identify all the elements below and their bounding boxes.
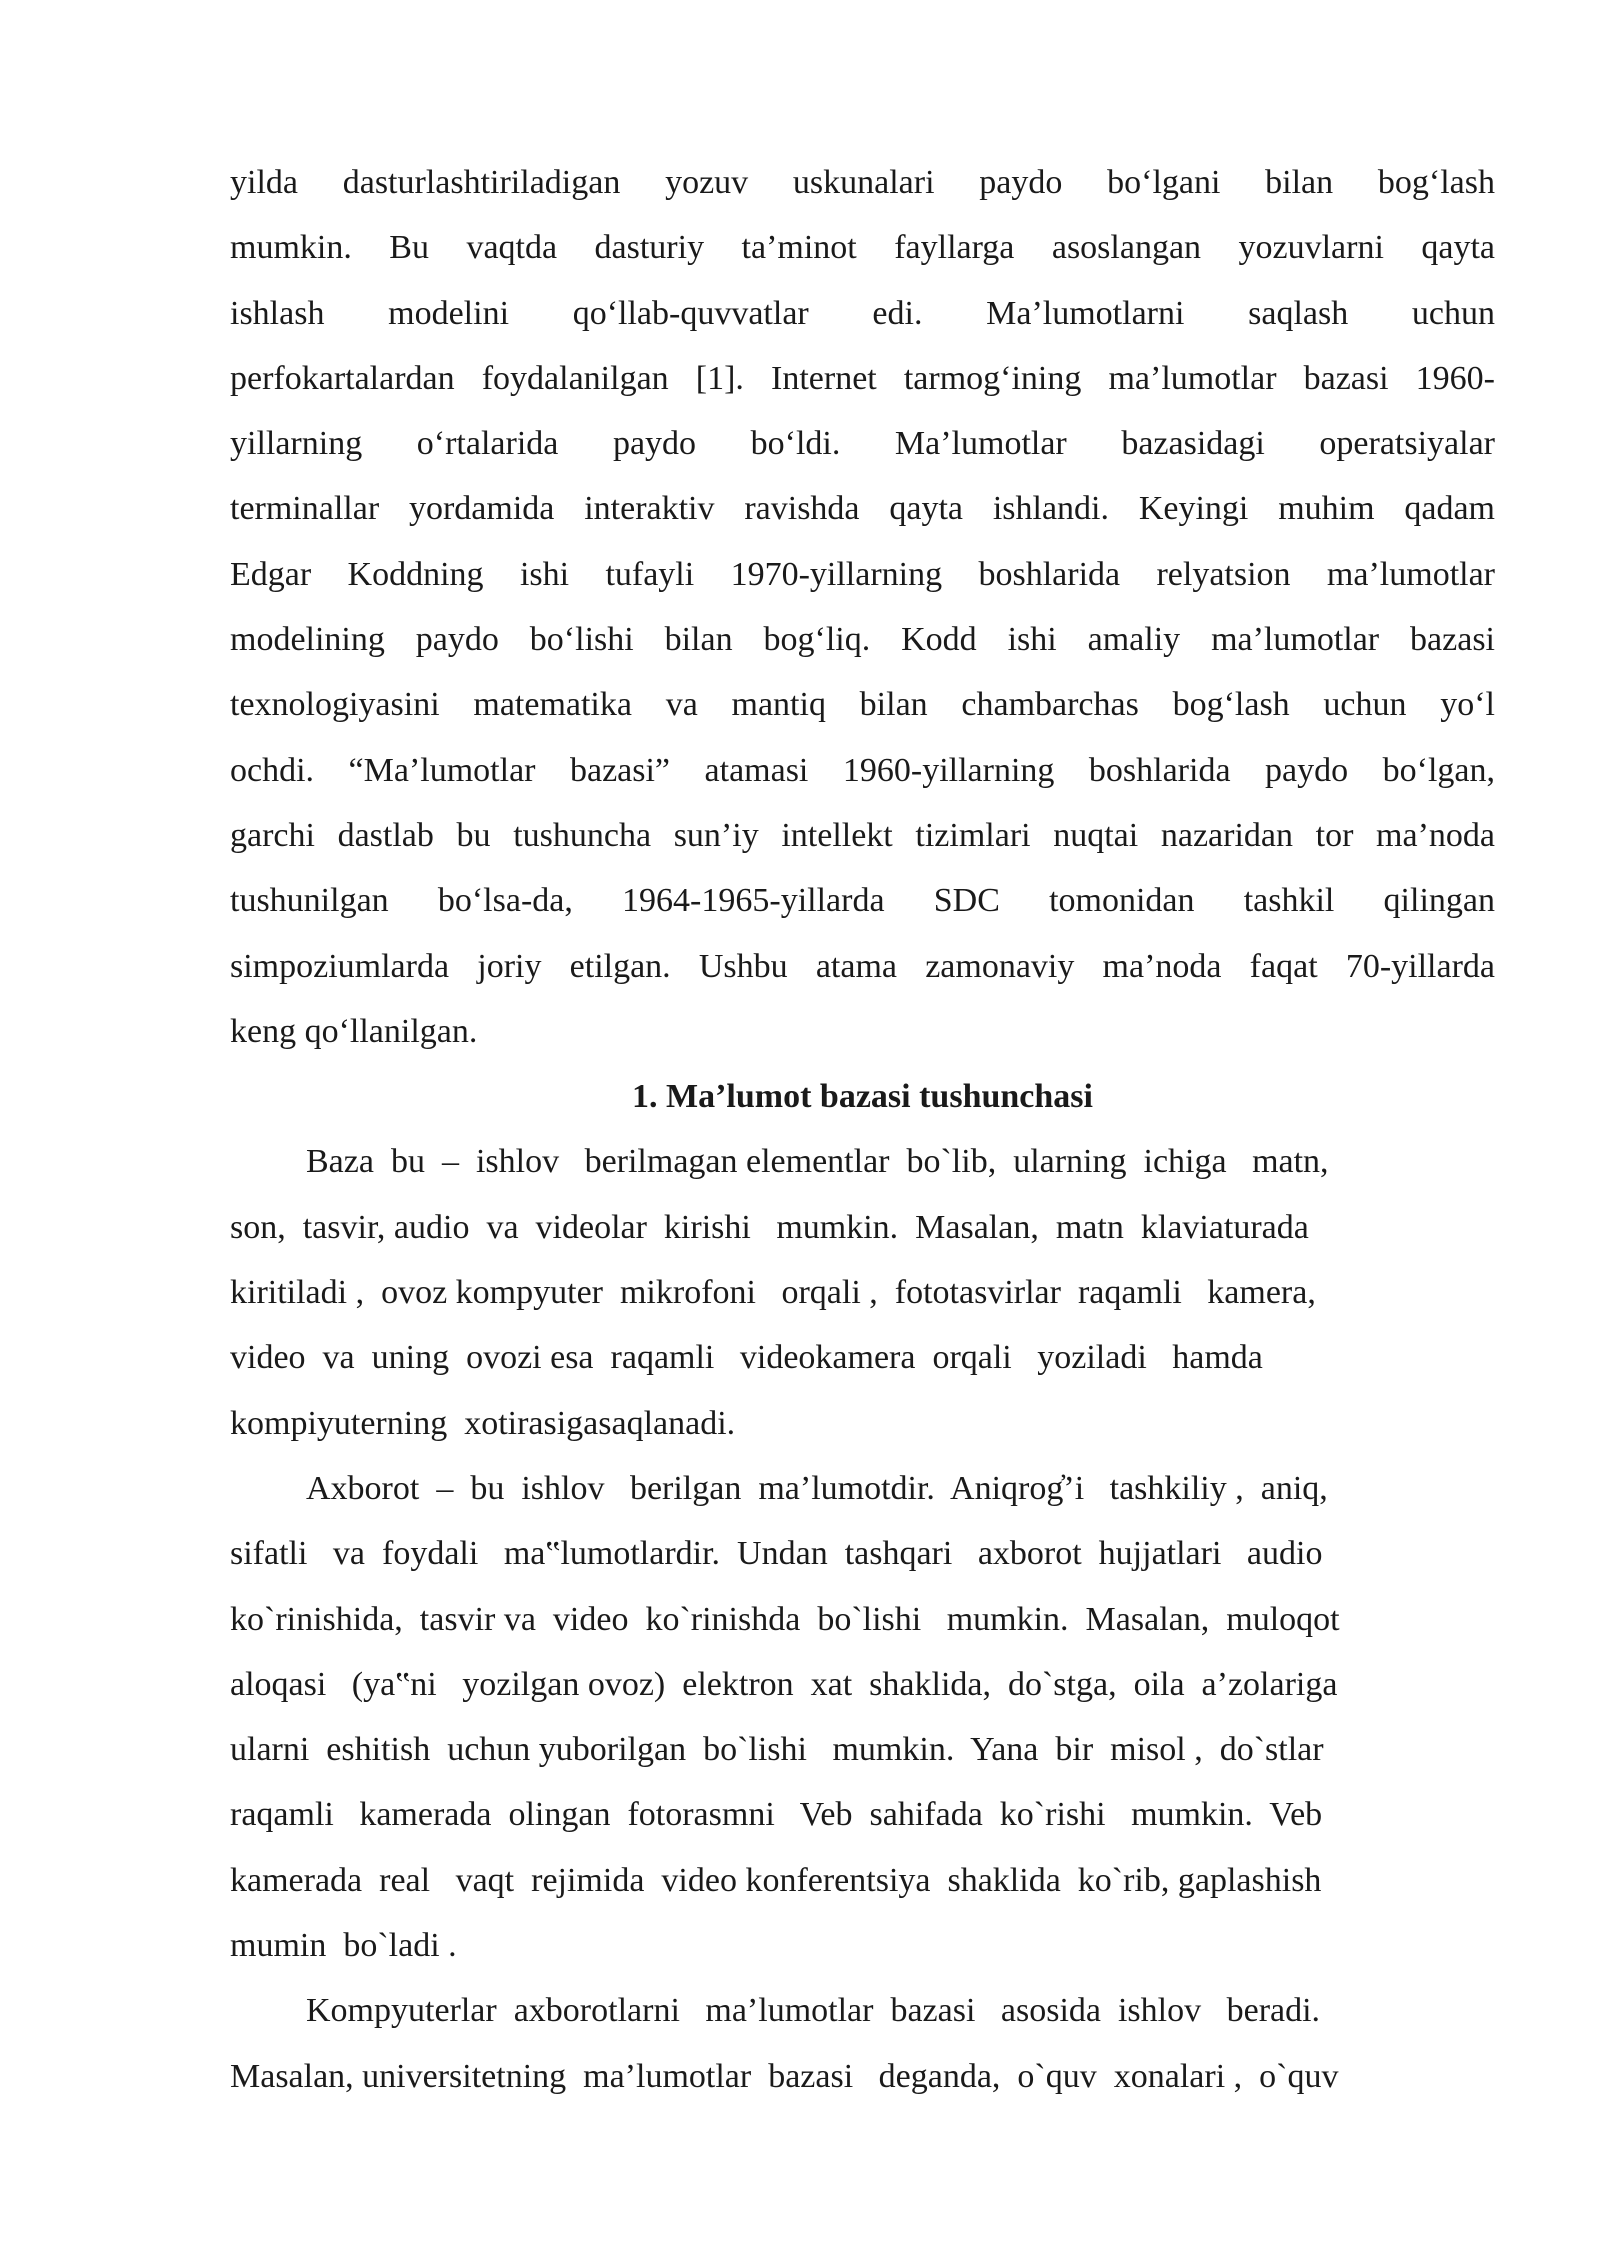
- kompyuter-paragraph: [230, 1978, 1460, 2109]
- text-line: aloqasi (ya‟ni yozilgan ovoz) elektron xat shaklida, do`stga, oila a’zolariga: [230, 1665, 1338, 1703]
- text-line: perfokartalardan foydalanilgan [1]. Internet tarmog‘ining ma’lumotlar bazasi 1960-: [230, 359, 1495, 397]
- text-line: video va uning ovozi esa raqamli videokamera orqali yoziladi hamda: [230, 1339, 1263, 1377]
- text-line: tushunilgan bo‘lsa-da, 1964-1965-yillarda SDC tomonidan tashkil qilingan: [230, 882, 1495, 920]
- text-line: texnologiyasini matematika va mantiq bilan chambarchas bog‘lash uchun yo‘l: [230, 686, 1495, 724]
- text-line: raqamli kamerada olingan fotorasmni Veb sahifada ko`rishi mumkin. Veb: [230, 1796, 1323, 1834]
- text-line: yilda dasturlashtiriladigan yozuv uskunalari paydo bo‘lgani bilan bog‘lash: [230, 164, 1495, 201]
- text-line: mumin bo`ladi .: [230, 1927, 457, 1965]
- text-line: terminallar yordamida interaktiv ravishda qayta ishlandi. Keyingi muhim qadam: [230, 490, 1495, 528]
- text-line: simpoziumlarda joriy etilgan. Ushbu atama zamonaviy ma’noda faqat 70-yillarda: [230, 947, 1495, 985]
- text-line: mumkin. Bu vaqtda dasturiy ta’minot fayllarga asoslangan yozuvlarni qayta: [230, 229, 1495, 267]
- text-line: son, tasvir, audio va videolar kirishi mumkin. Masalan, matn klaviaturada: [230, 1208, 1309, 1246]
- text-line: ishlash modelini qo‘llab-quvvatlar edi. Ma’lumotlarni saqlash uchun: [230, 294, 1495, 332]
- text-line: keng qo‘llanilgan.: [230, 1012, 478, 1050]
- text-line: Masalan, universitetning ma’lumotlar bazasi deganda, o`quv xonalari , o`quv: [230, 2057, 1339, 2095]
- text-line: kiritiladi , ovoz kompyuter mikrofoni orqali , fototasvirlar raqamli kamera,: [230, 1274, 1316, 1312]
- baza-paragraph: [230, 1129, 1460, 1455]
- text-line: Baza bu – ishlov berilmagan elementlar bo`lib, ularning ichiga matn,: [306, 1143, 1329, 1181]
- axborot-paragraph: [230, 1456, 1460, 1978]
- text-line: Axborot – bu ishlov berilgan ma’lumotdir. Aniqrog҆’i tashkiliy , aniq,: [306, 1469, 1328, 1507]
- text-line: sifatli va foydali ma‟lumotlardir. Undan tashqari axborot hujjatlari audio: [230, 1535, 1323, 1573]
- document-page: [230, 150, 1495, 2109]
- text-line: Edgar Koddning ishi tufayli 1970-yillarning boshlarida relyatsion ma’lumotlar: [230, 555, 1495, 593]
- text-line: modelining paydo bo‘lishi bilan bog‘liq. Kodd ishi amaliy ma’lumotlar bazasi: [230, 621, 1495, 659]
- text-line: kompiyuterning xotirasigasaqlanadi.: [230, 1404, 736, 1442]
- intro-paragraph: [230, 150, 1495, 1064]
- text-line: kamerada real vaqt rejimida video konferentsiya shaklida ko`rib, gaplashish: [230, 1861, 1322, 1899]
- text-line: yillarning o‘rtalarida paydo bo‘ldi. Ma’lumotlar bazasidagi operatsiyalar: [230, 425, 1495, 463]
- text-line: ochdi. “Ma’lumotlar bazasi” atamasi 1960-yillarning boshlarida paydo bo‘lgan,: [230, 751, 1495, 789]
- section-heading: 1. Ma’lumot bazasi tushunchasi: [632, 1078, 1093, 1116]
- text-line: ko`rinishida, tasvir va video ko`rinishda bo`lishi mumkin. Masalan, muloqot: [230, 1600, 1340, 1638]
- text-line: garchi dastlab bu tushuncha sun’iy intellekt tizimlari nuqtai nazaridan tor ma’noda: [230, 816, 1495, 854]
- text-line: ularni eshitish uchun yuborilgan bo`lishi mumkin. Yana bir misol , do`stlar: [230, 1731, 1324, 1769]
- text-line: Kompyuterlar axborotlarni ma’lumotlar bazasi asosida ishlov beradi.: [306, 1992, 1321, 2030]
